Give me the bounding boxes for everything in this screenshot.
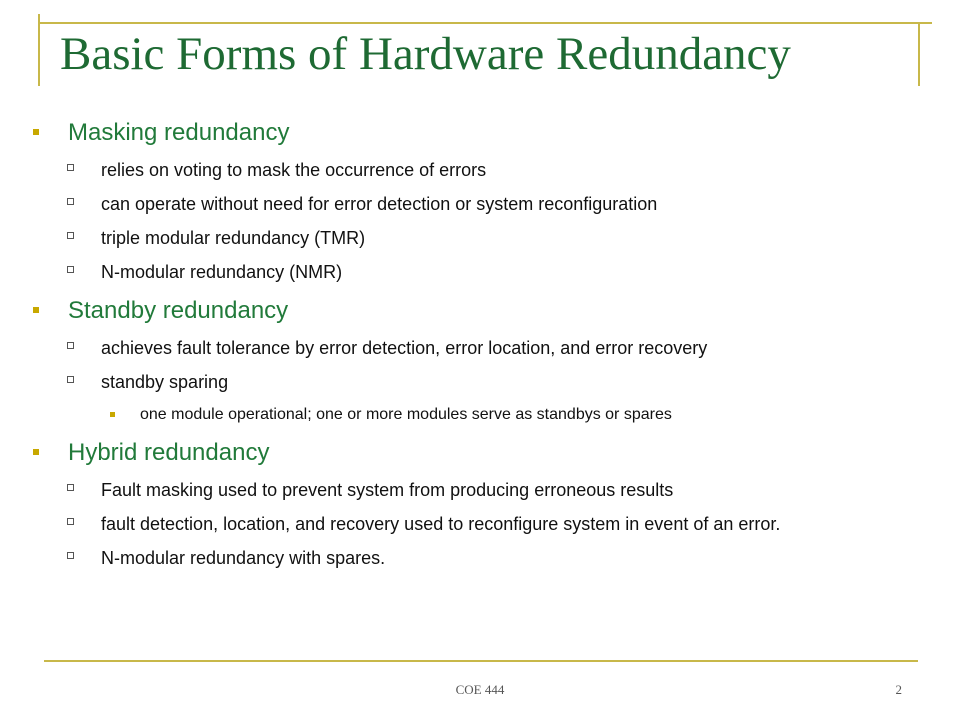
sub-list-item: [30, 404, 930, 426]
list-item-text: can operate without need for error detection or system reconfiguration: [101, 194, 658, 214]
hollow-square-bullet-icon: [67, 164, 74, 171]
list-item: [30, 260, 930, 284]
list-item-text: N-modular redundancy (NMR): [101, 262, 343, 282]
hollow-square-bullet-icon: [67, 552, 74, 559]
sub-list-item-text: one module operational; one or more modules serve as standbys or spares: [140, 406, 672, 423]
list-item-text: fault detection, location, and recovery used to reconfigure system in event of an error.: [101, 514, 781, 534]
list-item: [30, 512, 930, 536]
list-item-text: Fault masking used to prevent system from producing erroneous results: [101, 480, 674, 500]
list-item: [30, 478, 930, 502]
list-item-text: triple modular redundancy (TMR): [101, 228, 366, 248]
list-item: [30, 158, 930, 182]
square-bullet-icon: [33, 307, 39, 313]
list-item-text: N-modular redundancy with spares.: [101, 548, 386, 568]
section-heading-text: Standby redundancy: [68, 297, 289, 324]
frame-left-line: [38, 14, 40, 86]
list-item: [30, 546, 930, 570]
footer-divider: [44, 660, 918, 662]
list-item-text: standby sparing: [101, 372, 229, 392]
list-item: [30, 192, 930, 216]
list-item: [30, 336, 930, 360]
list-item: [30, 226, 930, 250]
square-bullet-icon: [33, 449, 39, 455]
hollow-square-bullet-icon: [67, 266, 74, 273]
hollow-square-bullet-icon: [67, 518, 74, 525]
section-heading-text: Masking redundancy: [68, 119, 290, 146]
section-heading-text: Hybrid redundancy: [68, 439, 270, 466]
small-square-bullet-icon: [110, 412, 115, 417]
list-item-text: achieves fault tolerance by error detection, error location, and error recovery: [101, 338, 708, 358]
hollow-square-bullet-icon: [67, 198, 74, 205]
section-heading-masking: [30, 118, 930, 148]
slide-content: [30, 118, 930, 570]
hollow-square-bullet-icon: [67, 232, 74, 239]
section-heading-standby: [30, 296, 930, 326]
square-bullet-icon: [33, 129, 39, 135]
page-number: 2: [895, 682, 902, 697]
hollow-square-bullet-icon: [67, 484, 74, 491]
frame-top-line: [40, 22, 932, 24]
hollow-square-bullet-icon: [67, 342, 74, 349]
footer-course: COE 444: [455, 682, 505, 697]
hollow-square-bullet-icon: [67, 376, 74, 383]
list-item: [30, 370, 930, 394]
list-item-text: relies on voting to mask the occurrence of errors: [101, 160, 487, 180]
slide-title: Basic Forms of Hardware Redundancy: [60, 28, 791, 80]
section-heading-hybrid: [30, 438, 930, 468]
